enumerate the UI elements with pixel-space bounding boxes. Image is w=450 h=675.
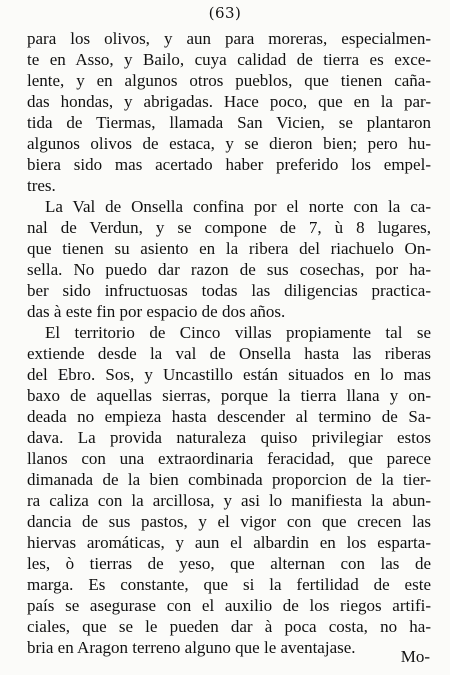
page-number: (63): [208, 4, 242, 22]
text-line: que tienen su asiento en la ribera del riachuelo On-: [27, 239, 431, 258]
text-line: das hondas, y abrigadas. Hace poco, que en la par-: [27, 92, 431, 111]
text-line: del Ebro. Sos, y Uncastillo están situados en lo mas: [27, 365, 431, 384]
text-line: biera sido mas acertado haber preferido los empel-: [27, 155, 431, 174]
text-line: lente, y en algunos otros pueblos, que tienen caña-: [27, 71, 431, 90]
text-line: algunos olivos de estaca, y se dieron bien; pero hu-: [27, 134, 431, 153]
text-line: ber sido infructuosas todas las diligencias practica-: [27, 281, 431, 300]
text-line: dimanada de la bien combinada proporcion de la tier-: [27, 470, 431, 489]
text-line: tres.: [27, 176, 56, 195]
text-line: ra caliza con la arcillosa, y asi lo manifiesta la abun-: [27, 491, 431, 510]
text-line: nal de Verdun, y se compone de 7, ù 8 lugares,: [27, 218, 431, 237]
catchword: Mo-: [400, 647, 430, 666]
body-text: [27, 28, 431, 658]
text-line: extiende desde la val de Onsella hasta las riberas: [27, 344, 431, 363]
text-line: bria en Aragon terreno alguno que le aventajase.: [27, 638, 356, 657]
text-line: deada no empieza hasta descender al termino de Sa-: [27, 407, 431, 426]
text-line: dava. La provida naturaleza quiso privilegiar estos: [27, 428, 431, 447]
text-line: te en Asso, y Bailo, cuya calidad de tierra es exce-: [27, 50, 431, 69]
text-line: El territorio de Cinco villas propiamente tal se: [45, 323, 431, 342]
text-line: para los olivos, y aun para moreras, especialmen-: [27, 29, 431, 48]
text-line: marga. Es constante, que si la fertilidad de este: [27, 575, 431, 594]
text-line: ciales, que se le pueden dar à poca costa, no ha-: [27, 617, 431, 636]
text-line: llanos con una extraordinaria feracidad, que parece: [27, 449, 431, 468]
text-line: sella. No puedo dar razon de sus cosechas, por ha-: [27, 260, 431, 279]
text-line: La Val de Onsella confina por el norte con la ca-: [45, 197, 431, 216]
text-line: país se asegurase con el auxilio de los riegos artifi-: [27, 596, 431, 615]
text-line: hiervas aromáticas, y aun el albardin en los esparta-: [27, 533, 431, 552]
text-line: baxo de aquellas sierras, porque la tierra llana y on-: [27, 386, 431, 405]
text-line: tida de Tiermas, llamada San Vicien, se plantaron: [27, 113, 431, 132]
text-line: das à este fin por espacio de dos años.: [27, 302, 286, 321]
text-line: les, ò tierras de yeso, que alternan con las de: [27, 554, 431, 573]
text-line: dancia de sus pastos, y el vigor con que crecen las: [27, 512, 431, 531]
